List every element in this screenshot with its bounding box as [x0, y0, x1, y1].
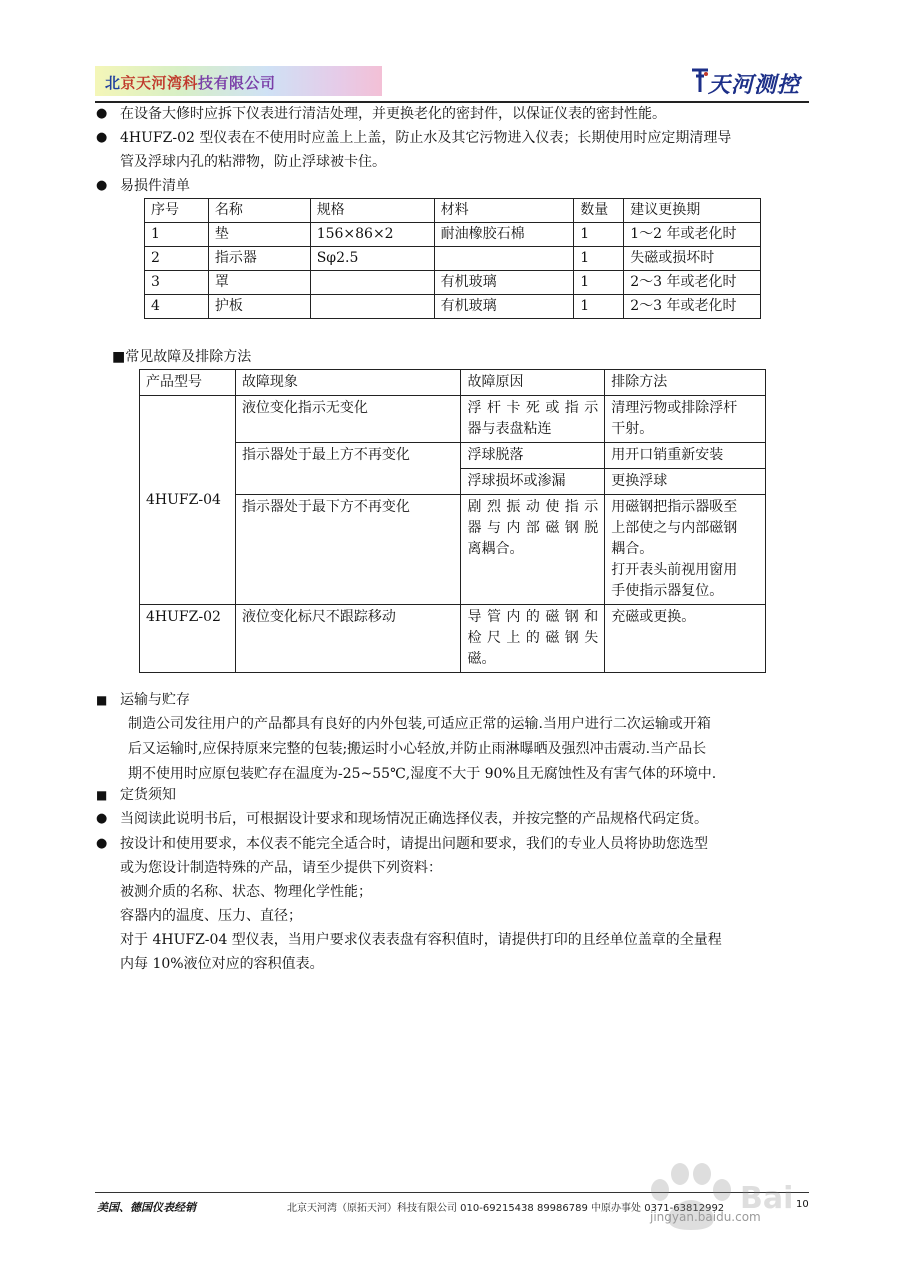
cause-cell: 浮球损坏或渗漏 [461, 469, 605, 495]
table-cell [434, 247, 574, 271]
table-row [145, 247, 761, 271]
header-cell: 建议更换期 [624, 199, 761, 223]
order-note-1: 当阅读此说明书后，可根据设计要求和现场情况正确选择仪表，并按完整的产品规格代码定货。 [120, 811, 708, 827]
table-cell: 2 [145, 247, 209, 271]
order-title: 定货须知 [120, 787, 176, 803]
table-header-row [145, 199, 761, 223]
bullet-icon: ● [96, 130, 108, 145]
table-cell: 3 [145, 271, 209, 295]
header-cell: 材料 [434, 199, 574, 223]
table-cell: 1 [574, 223, 624, 247]
fault-section-title: ■常见故障及排除方法 [112, 349, 252, 365]
bullet-icon: ● [96, 811, 108, 826]
table-cell: Sφ2.5 [310, 247, 434, 271]
watermark-url: jingyan.baidu.com [650, 1210, 761, 1224]
order-note-2-cont: 或为您设计制造特殊的产品，请至少提供下列资料： [120, 860, 442, 876]
table-row [140, 605, 766, 673]
table-cell: 1～2 年或老化时 [624, 223, 761, 247]
table-cell: 垫 [208, 223, 310, 247]
model-cell: 4HUFZ-04 [140, 396, 236, 605]
table-cell: 耐油橡胶石棉 [434, 223, 574, 247]
order-note-2: 按设计和使用要求，本仪表不能完全适合时，请提出问题和要求，我们的专业人员将协助您选型 [120, 836, 708, 852]
header-cell: 数量 [574, 199, 624, 223]
order-item-volume: 对于 4HUFZ-04 型仪表，当用户要求仪表表盘有容积值时，请提供打印的且经单位盖章的全量程 [120, 932, 722, 948]
fix-cell: 充磁或更换。 [605, 605, 766, 673]
table-cell: 1 [574, 271, 624, 295]
parts-list-title: 易损件清单 [120, 178, 190, 194]
table-cell: 1 [574, 295, 624, 319]
table-cell: 护板 [208, 295, 310, 319]
baidu-watermark-icon [640, 1150, 855, 1250]
fix-cell: 用磁钢把指示器吸至 上部使之与内部磁钢 耦合。 打开表头前视用窗用 手使指示器复位。 [605, 495, 766, 605]
square-bullet-icon: ■ [96, 788, 108, 802]
table-cell: 失磁或损坏时 [624, 247, 761, 271]
header-cell: 产品型号 [140, 370, 236, 396]
table-cell [310, 295, 434, 319]
table-cell [310, 271, 434, 295]
symptom-cell: 指示器处于最下方不再变化 [235, 495, 461, 605]
table-cell: 2～3 年或老化时 [624, 271, 761, 295]
symptom-cell: 液位变化指示无变化 [235, 396, 461, 443]
maintenance-note-2: 4HUFZ-02 型仪表在不使用时应盖上上盖，防止水及其它污物进入仪表；长期使用时应定期清理导 [120, 130, 732, 146]
header-divider [95, 101, 809, 103]
model-cell: 4HUFZ-02 [140, 605, 236, 673]
table-cell: 156×86×2 [310, 223, 434, 247]
symptom-cell: 液位变化标尺不跟踪移动 [235, 605, 461, 673]
table-cell: 有机玻璃 [434, 271, 574, 295]
footer-dealer: 美国、德国仪表经销 [97, 1201, 196, 1214]
bullet-icon: ● [96, 106, 108, 121]
cause-cell: 浮杆卡死或指示 器与表盘粘连 [461, 396, 605, 443]
company-name: 北京天河湾科技有限公司 [105, 74, 276, 92]
maintenance-note-2-cont: 管及浮球内孔的粘滞物，防止浮球被卡住。 [120, 154, 386, 170]
fix-cell: 更换浮球 [605, 469, 766, 495]
table-cell: 有机玻璃 [434, 295, 574, 319]
bullet-icon: ● [96, 836, 108, 851]
header-cell: 故障原因 [461, 370, 605, 396]
transport-line-1: 制造公司发往用户的产品都具有良好的内外包装,可适应正常的运输.当用户进行二次运输或开箱 [128, 716, 711, 732]
table-cell: 4 [145, 295, 209, 319]
table-cell: 指示器 [208, 247, 310, 271]
cause-cell: 剧烈振动使指示 器与内部磁钢脱 离耦合。 [461, 495, 605, 605]
header-cell: 故障现象 [235, 370, 461, 396]
parts-table [144, 198, 761, 319]
table-cell: 1 [145, 223, 209, 247]
svg-text:Bai: Bai [740, 1181, 794, 1216]
transport-line-3: 期不使用时应原包装贮存在温度为-25~55℃,湿度不大于 90%且无腐蚀性及有害气体的环境中. [128, 766, 717, 782]
symptom-cell: 指示器处于最上方不再变化 [235, 443, 461, 495]
table-cell: 2～3 年或老化时 [624, 295, 761, 319]
fix-cell: 清理污物或排除浮杆 干射。 [605, 396, 766, 443]
order-item-volume-cont: 内每 10%液位对应的容积值表。 [120, 956, 324, 972]
table-row [145, 223, 761, 247]
header-cell: 排除方法 [605, 370, 766, 396]
header-cell: 规格 [310, 199, 434, 223]
footer-contact: 北京天河湾（原拓天河）科技有限公司 010-69215438 89986789 中原办事处 0371-63812992 [287, 1203, 725, 1214]
table-cell: 1 [574, 247, 624, 271]
fault-table [139, 369, 766, 673]
header-cell: 序号 [145, 199, 209, 223]
cause-cell: 浮球脱落 [461, 443, 605, 469]
maintenance-note-1: 在设备大修时应拆下仪表进行清洁处理，并更换老化的密封件，以保证仪表的密封性能。 [120, 106, 666, 122]
page-number: 10 [796, 1199, 809, 1210]
table-header-row [140, 370, 766, 396]
table-row [145, 295, 761, 319]
order-item-vessel: 容器内的温度、压力、直径； [120, 908, 302, 924]
table-row [145, 271, 761, 295]
table-row [140, 396, 766, 443]
fix-cell: 用开口销重新安装 [605, 443, 766, 469]
bullet-icon: ● [96, 178, 108, 193]
square-bullet-icon: ■ [96, 693, 108, 707]
table-cell: 罩 [208, 271, 310, 295]
transport-line-2: 后又运输时,应保持原来完整的包装;搬运时小心轻放,并防止雨淋曝晒及强烈冲击震动.当产品长 [128, 741, 707, 757]
cause-cell: 导管内的磁钢和 检尺上的磁钢失 磁。 [461, 605, 605, 673]
header-cell: 名称 [208, 199, 310, 223]
order-item-medium: 被测介质的名称、状态、物理化学性能； [120, 884, 372, 900]
logo-text: 天河测控 [708, 73, 801, 98]
transport-title: 运输与贮存 [120, 692, 190, 708]
